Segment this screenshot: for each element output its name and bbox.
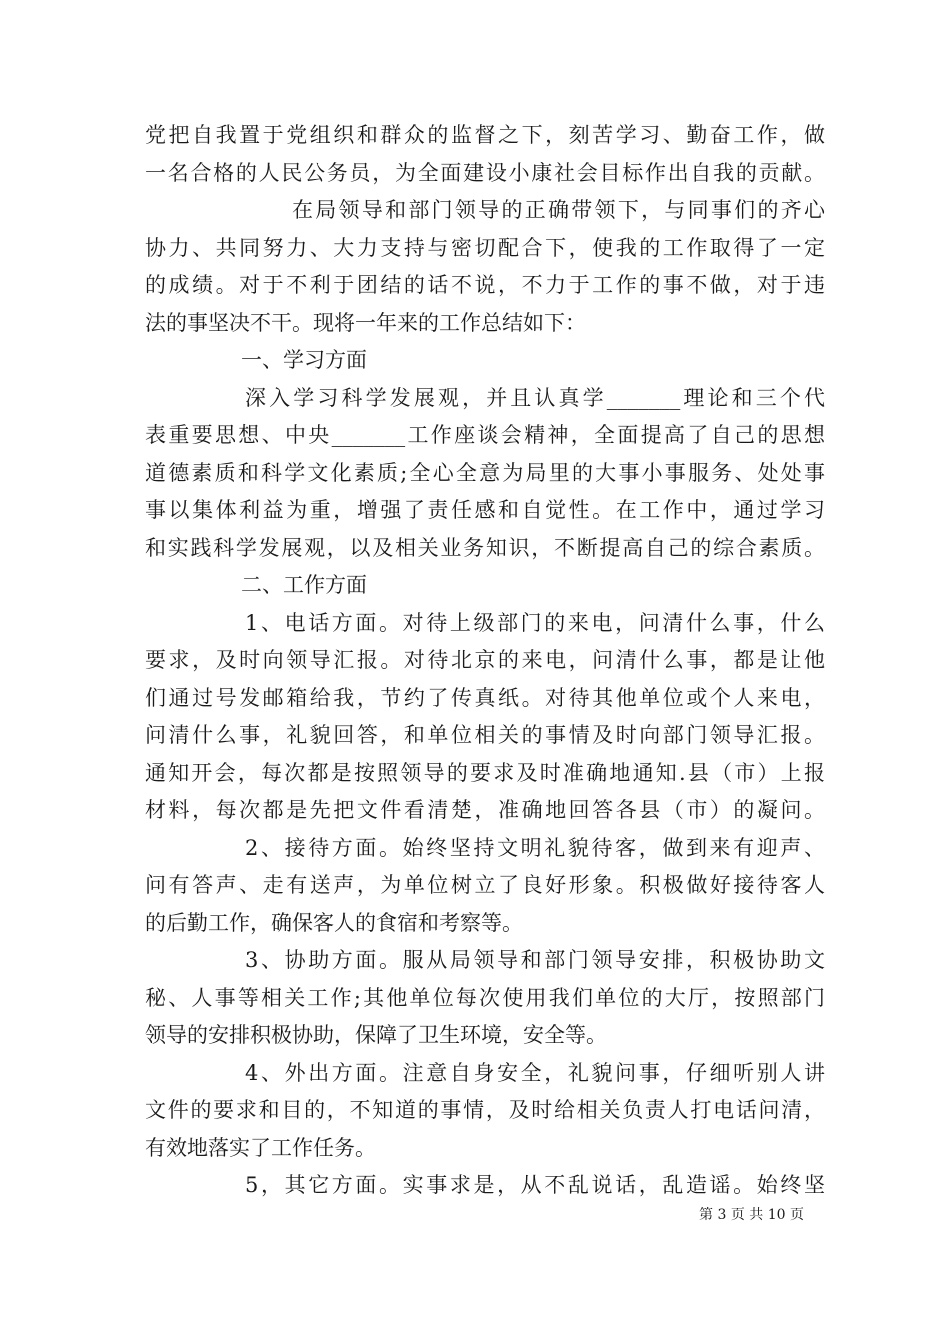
section-heading-work: 二、工作方面 xyxy=(241,573,367,597)
text-line: 领导的安排积极协助，保障了卫生环境，安全等。 xyxy=(145,1023,607,1047)
paragraph-start-line: 在局领导和部门领导的正确带领下，与同事们的齐心 xyxy=(292,198,825,222)
text-line: 一名合格的人民公务员，为全面建设小康社会目标作出自我的贡献。 xyxy=(145,160,825,185)
text-line: 协力、共同努力、大力支持与密切配合下，使我的工作取得了一定 xyxy=(145,235,825,260)
paragraph-start-line: 1、电话方面。对待上级部门的来电，问清什么事，什么 xyxy=(245,610,825,635)
paragraph-start-line: 2、接待方面。始终坚持文明礼貌待客，做到来有迎声、 xyxy=(245,835,825,860)
paragraph-start-line: 3、协助方面。服从局领导和部门领导安排，积极协助文 xyxy=(245,948,825,972)
text-line: 通知开会，每次都是按照领导的要求及时准确地通知.县（市）上报 xyxy=(145,760,825,785)
text-line: 的后勤工作，确保客人的食宿和考察等。 xyxy=(145,910,523,935)
paragraph-start-line: 5，其它方面。实事求是，从不乱说话，乱造谣。始终坚 xyxy=(245,1173,825,1197)
text-line: 道德素质和科学文化素质;全心全意为局里的大事小事服务、处处事 xyxy=(145,460,825,485)
text-line: 和实践科学发展观，以及相关业务知识，不断提高自己的综合素质。 xyxy=(145,535,825,560)
text-line: 问有答声、走有送声，为单位树立了良好形象。积极做好接待客人 xyxy=(145,873,825,897)
text-line: 表重要思想、中央_______工作座谈会精神，全面提高了自己的思想 xyxy=(145,423,825,447)
text-line: 事以集体利益为重，增强了责任感和自觉性。在工作中，通过学习 xyxy=(145,498,825,522)
text-line: 材料，每次都是先把文件看清楚，准确地回答各县（市）的凝问。 xyxy=(145,798,825,822)
text-line: 党把自我置于党组织和群众的监督之下，刻苦学习、勤奋工作，做 xyxy=(145,123,825,147)
body-text xyxy=(145,117,825,1205)
text-line: 法的事坚决不干。现将一年来的工作总结如下： xyxy=(145,310,586,335)
text-line: 的成绩。对于不利于团结的话不说，不力于工作的事不做，对于违 xyxy=(145,273,825,297)
text-line: 要求，及时向领导汇报。对待北京的来电，问清什么事，都是让他 xyxy=(145,648,825,672)
paragraph-start-line: 深入学习科学发展观，并且认真学_______理论和三个代 xyxy=(245,385,825,410)
paragraph-start-line: 4、外出方面。注意自身安全，礼貌问事，仔细听别人讲 xyxy=(245,1060,825,1085)
text-line: 文件的要求和目的，不知道的事情，及时给相关负责人打电话问清， xyxy=(145,1098,825,1122)
text-line: 秘、人事等相关工作;其他单位每次使用我们单位的大厅，按照部门 xyxy=(145,985,825,1010)
text-line: 们通过号发邮箱给我，节约了传真纸。对待其他单位或个人来电， xyxy=(145,685,825,710)
text-line: 有效地落实了工作任务。 xyxy=(145,1135,376,1160)
page-number-footer: 第 3 页 共 10 页 xyxy=(699,1207,804,1223)
section-heading-study: 一、学习方面 xyxy=(241,348,367,372)
text-line: 问清什么事，礼貌回答，和单位相关的事情及时向部门领导汇报。 xyxy=(145,723,825,747)
